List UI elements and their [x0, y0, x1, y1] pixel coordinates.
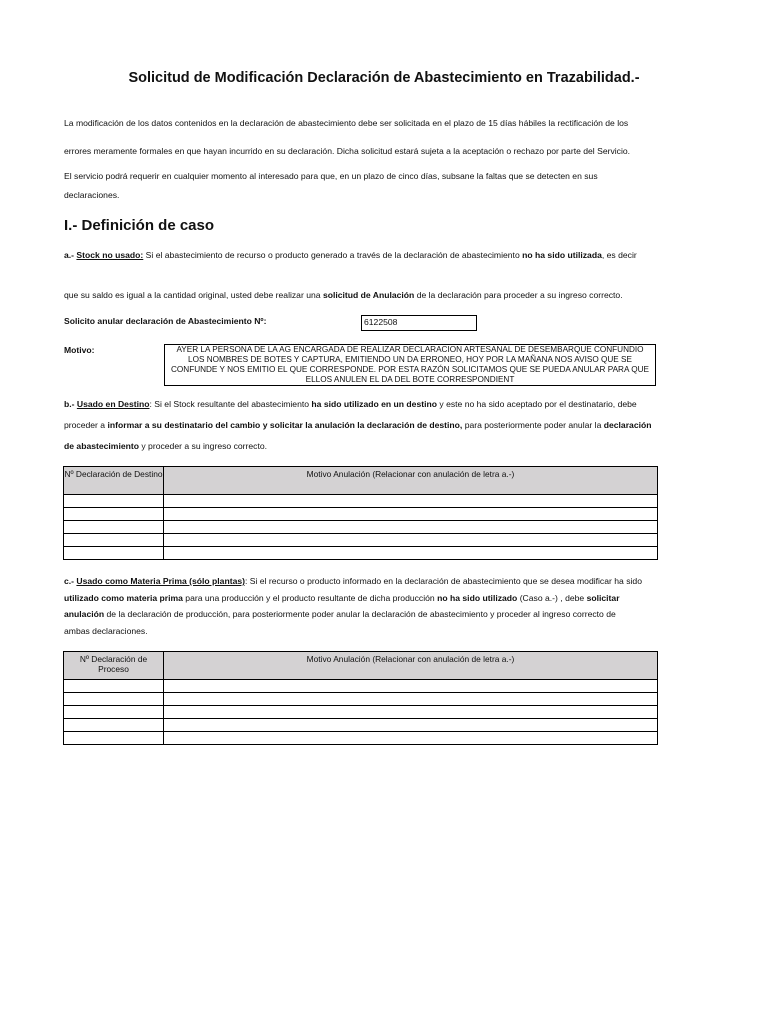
- case-b-line-3: [64, 441, 267, 452]
- destino-number-cell[interactable]: [64, 534, 164, 547]
- case-b-line-2: [64, 420, 652, 431]
- case-b-bold: ha sido utilizado en un destino: [311, 399, 437, 409]
- case-c-bold: anulación: [64, 609, 105, 619]
- table-row: [64, 706, 658, 719]
- motivo-cell[interactable]: [164, 732, 658, 745]
- case-b-bold: de abastecimiento: [64, 441, 139, 451]
- motivo-cell[interactable]: [164, 495, 658, 508]
- motivo-cell[interactable]: [164, 706, 658, 719]
- destino-number-cell[interactable]: [64, 508, 164, 521]
- case-c-prefix: c.-: [64, 576, 77, 586]
- motivo-cell[interactable]: [164, 521, 658, 534]
- case-b-label: Usado en Destino: [76, 399, 150, 409]
- table-header-row: [64, 652, 658, 680]
- motivo-cell[interactable]: [164, 719, 658, 732]
- case-b-line-1: [64, 399, 637, 410]
- table-row: [64, 732, 658, 745]
- case-b-text: y proceder a su ingreso correcto.: [138, 441, 267, 451]
- motivo-field[interactable]: AYER LA PERSONA DE LA AG ENCARGADA DE REALIZAR DECLARACION ARTESANAL DE DESEMBARQUE CONFUNDIO LOS NOMBRES DE BOTES Y CAPTURA, EMITIENDO UN DA ERRONEO, HOY POR LA MAÑANA NOS AVISO QUE SE CONFUNDE Y NOS EMITIO EL QUE CORRESPONDE. POR ESTA RAZÓN SOLICITAMOS QUE SE PUEDA ANULAR PARA QUE ELLOS ANULEN EL DA DEL BOTE CORRESPONDIENT: [164, 344, 656, 386]
- destino-number-cell[interactable]: [64, 547, 164, 560]
- destino-table: [63, 466, 658, 560]
- case-b-text: para posteriormente poder anular la: [462, 420, 604, 430]
- destino-number-cell[interactable]: [64, 495, 164, 508]
- intro-line-3: El servicio podrá requerir en cualquier momento al interesado para que, en un plazo de cinco días, subsane la faltas que se detecten en sus: [64, 171, 598, 181]
- destino-number-cell[interactable]: [64, 521, 164, 534]
- case-b-text: : Si el Stock resultante del abastecimiento: [149, 399, 312, 409]
- intro-line-2: errores meramente formales en que hayan incurrido en su declaración. Dicha solicitud estará sujeta a la aceptación o rechazo por parte del Servicio.: [64, 146, 631, 156]
- case-a-text: que su saldo es igual a la cantidad original, usted debe realizar una: [64, 290, 323, 300]
- motivo-label: Motivo:: [64, 345, 95, 355]
- intro-line-4: declaraciones.: [64, 190, 120, 200]
- case-c-text: : Si el recurso o producto informado en la declaración de abastecimiento que se desea modificar ha sido: [245, 576, 642, 586]
- table-row: [64, 693, 658, 706]
- case-a-bold: solicitud de Anulación: [322, 290, 415, 300]
- case-c-line-4: ambas declaraciones.: [64, 626, 148, 636]
- anular-field-label: Solicito anular declaración de Abastecimiento Nº:: [64, 316, 267, 326]
- case-a-prefix: a.-: [64, 250, 77, 260]
- case-c-bold: utilizado como materia prima: [64, 593, 183, 603]
- declaration-number-field[interactable]: 6122508: [361, 315, 477, 331]
- proceso-number-cell[interactable]: [64, 680, 164, 693]
- column-header: Nº Declaración de Destino: [64, 467, 164, 495]
- case-c-text: para una producción y el producto resultante de dicha producción: [182, 593, 438, 603]
- case-c-label: Usado como Materia Prima (sólo plantas): [76, 576, 245, 586]
- intro-line-1: La modificación de los datos contenidos en la declaración de abastecimiento debe ser solicitada en el plazo de 15 días hábiles la rectificación de los: [64, 118, 629, 128]
- proceso-number-cell[interactable]: [64, 719, 164, 732]
- case-c-line-3: [64, 609, 616, 620]
- case-c-line-2: [64, 593, 620, 604]
- table-row: [64, 547, 658, 560]
- table-row: [64, 495, 658, 508]
- table-row: [64, 508, 658, 521]
- motivo-cell[interactable]: [164, 534, 658, 547]
- case-c-line-1: [64, 576, 642, 587]
- case-c-bold: solicitar: [586, 593, 620, 603]
- proceso-number-cell[interactable]: [64, 693, 164, 706]
- case-a-bold: no ha sido utilizada: [522, 250, 602, 260]
- case-b-prefix: b.-: [64, 399, 77, 409]
- table-row: [64, 719, 658, 732]
- table-row: [64, 680, 658, 693]
- case-a-line-1: [64, 250, 637, 261]
- case-c-bold: no ha sido utilizado: [437, 593, 518, 603]
- column-header: Motivo Anulación (Relacionar con anulación de letra a.-): [164, 652, 658, 680]
- proceso-number-cell[interactable]: [64, 706, 164, 719]
- section-heading: I.- Definición de caso: [64, 217, 215, 234]
- table-header-row: [64, 467, 658, 495]
- case-a-text: de la declaración para proceder a su ingreso correcto.: [414, 290, 623, 300]
- proceso-number-cell[interactable]: [64, 732, 164, 745]
- case-b-text: proceder a: [64, 420, 108, 430]
- case-a-label: Stock no usado:: [76, 250, 144, 260]
- motivo-cell[interactable]: [164, 547, 658, 560]
- case-a-line-2: [64, 290, 623, 301]
- case-a-text: Si el abastecimiento de recurso o producto generado a través de la declaración de abastecimiento: [143, 250, 523, 260]
- proceso-table: [63, 651, 658, 745]
- page-title: Solicitud de Modificación Declaración de Abastecimiento en Trazabilidad.-: [128, 70, 640, 86]
- case-b-text: y este no ha sido aceptado por el destinatario, debe: [437, 399, 637, 409]
- table-row: [64, 534, 658, 547]
- case-c-text: de la declaración de producción, para posteriormente poder anular la declaración de abastecimiento y proceder al ingreso correcto de: [104, 609, 616, 619]
- motivo-cell[interactable]: [164, 508, 658, 521]
- case-b-bold: informar a su destinatario del cambio y solicitar la anulación la declaración de destino,: [107, 420, 463, 430]
- motivo-cell[interactable]: [164, 693, 658, 706]
- column-header: Nº Declaración de Proceso: [64, 652, 164, 680]
- case-a-text: , es decir: [601, 250, 637, 260]
- motivo-cell[interactable]: [164, 680, 658, 693]
- case-c-text: (Caso a.-) , debe: [517, 593, 587, 603]
- column-header: Motivo Anulación (Relacionar con anulación de letra a.-): [164, 467, 658, 495]
- table-row: [64, 521, 658, 534]
- case-b-bold: declaración: [603, 420, 652, 430]
